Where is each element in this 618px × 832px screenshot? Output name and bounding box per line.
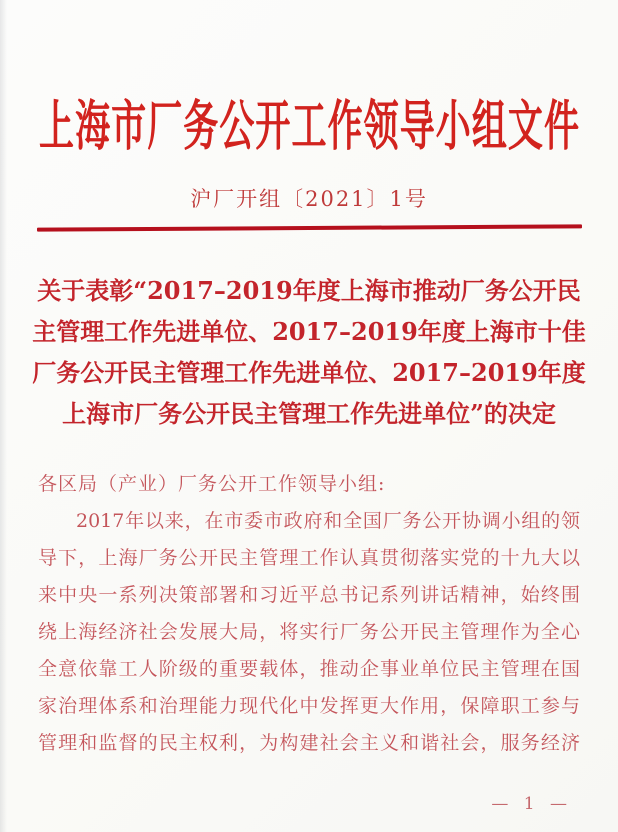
decision-title-line: 上海市厂务公开民主管理工作先进单位”的决定 (62, 399, 556, 428)
body-line: 全意依靠工人阶级的重要载体，推动企事业单位民主管理在国 (38, 658, 580, 680)
body-line: 来中央一系列决策部署和习近平总书记系列讲话精神，始终围 (38, 584, 580, 606)
decision-title (29, 270, 589, 434)
body-line: 2017年以来，在市委市政府和全国厂务公开协调小组的领 (76, 510, 580, 532)
body-line: 家治理体系和治理能力现代化中发挥更大作用，保障职工参与 (38, 695, 580, 717)
body-line: 管理和监督的民主权利，为构建社会主义和谐社会，服务经济 (38, 732, 580, 754)
org-title: 上海市厂务公开工作领导小组文件 (39, 94, 579, 158)
document-number: 沪厂开组〔2021〕1号 (190, 187, 428, 211)
document-body (38, 466, 580, 762)
salutation: 各区局（产业）厂务公开工作领导小组: (38, 473, 386, 495)
body-line: 导下，上海厂务公开民主管理工作认真贯彻落实党的十九大以 (38, 547, 580, 569)
red-divider (36, 224, 581, 231)
document-header (39, 86, 579, 166)
decision-title-line: 厂务公开民主管理工作先进单位、2017–2019年度 (32, 358, 586, 387)
page-number: — 1 — (491, 794, 572, 814)
decision-title-line: 关于表彰“2017–2019年度上海市推动厂务公开民 (37, 276, 581, 305)
body-line: 绕上海经济社会发展大局，将实行厂务公开民主管理作为全心 (38, 621, 580, 643)
decision-title-line: 主管理工作先进单位、2017–2019年度上海市十佳 (32, 317, 586, 346)
